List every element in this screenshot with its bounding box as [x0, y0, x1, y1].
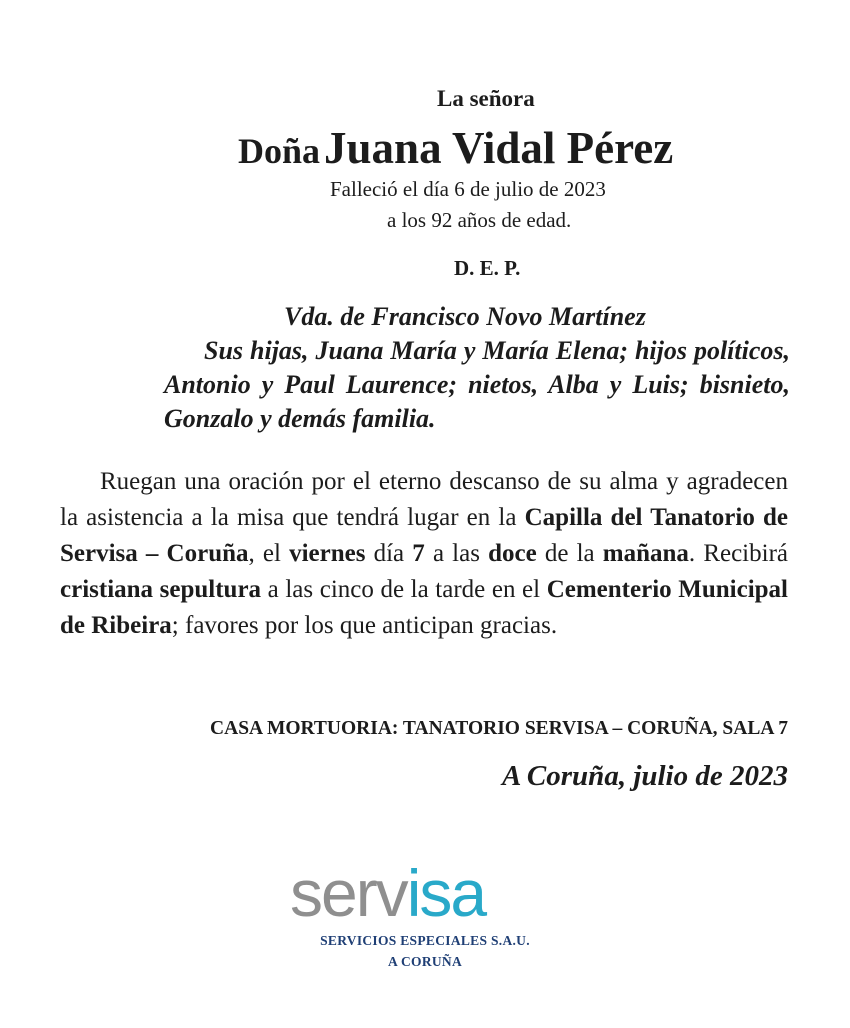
- body-text-5: de la: [536, 540, 603, 567]
- mass-hour: doce: [488, 540, 537, 567]
- family-block: [164, 300, 790, 436]
- logo-text-grey: serv: [290, 856, 407, 930]
- intro-label: La señora: [437, 86, 535, 111]
- chapel-location: Capilla del Tanatorio de Servisa – Coruña: [60, 504, 788, 567]
- logo-text-blue: isa: [406, 856, 486, 930]
- age-at-death: a los 92 años de edad.: [387, 208, 572, 232]
- mass-day-number: 7: [412, 540, 425, 567]
- ceremony-paragraph: [60, 464, 788, 644]
- city-date: A Coruña, julio de 2023: [501, 760, 788, 792]
- body-text-4: a las: [424, 540, 489, 567]
- body-text-8: ; favores por los que anticipan gracias.: [171, 612, 558, 639]
- body-text-1: Ruegan una oración por el eterno descanso de su alma y agradecen la asistencia a la misa que tendrá lugar en la: [60, 468, 788, 531]
- relatives-text: Sus hijas, Juana María y María Elena; hijos políticos, Antonio y Paul Laurence; nietos, Alba y Luis; bisnieto, Gonzalo y demás familia.: [164, 336, 790, 433]
- burial-label: cristiana sepultura: [60, 576, 262, 603]
- dep-label: D. E. P.: [454, 256, 521, 280]
- mass-period: mañana: [602, 540, 689, 567]
- widow-line: Vda. de Francisco Novo Martínez: [284, 302, 646, 331]
- company-city: A CORUÑA: [387, 954, 463, 969]
- honorific-title: Doña: [238, 131, 321, 171]
- body-text-3: día: [365, 540, 413, 567]
- servisa-logo: [290, 858, 560, 928]
- body-text-6: . Recibirá: [688, 540, 788, 567]
- funeral-home-line: CASA MORTUORIA: TANATORIO SERVISA – CORUÑA, SALA 7: [210, 718, 788, 739]
- logo-wordmark: [290, 858, 485, 928]
- death-date: Falleció el día 6 de julio de 2023: [330, 177, 606, 201]
- deceased-name: Juana Vidal Pérez: [324, 123, 674, 173]
- body-text-7: a las cinco de la tarde en el: [261, 576, 547, 603]
- deceased-name-line: [238, 122, 673, 174]
- mass-weekday: viernes: [289, 540, 366, 567]
- cemetery-name: Cementerio Municipal de Ribeira: [60, 576, 788, 639]
- company-name: SERVICIOS ESPECIALES S.A.U.: [320, 933, 530, 948]
- body-text-2: , el: [248, 540, 290, 567]
